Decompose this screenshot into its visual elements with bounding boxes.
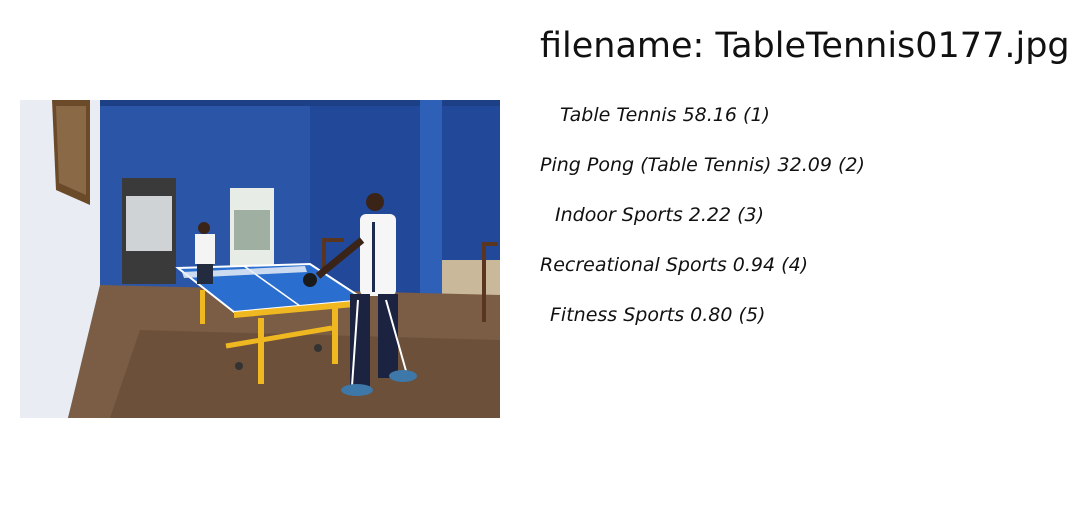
prediction-item [560, 103, 770, 127]
prediction-score: 2.22 [688, 204, 732, 226]
prediction-label: Fitness Sports [550, 304, 691, 326]
filename-title: filename: TableTennis0177.jpg [540, 26, 1070, 66]
prediction-item [540, 153, 865, 177]
prediction-score: 0.94 [732, 254, 776, 276]
prediction-rank: (2) [837, 154, 865, 176]
prediction-rank: (1) [743, 104, 770, 126]
prediction-item [550, 303, 765, 327]
prediction-rank: (4) [781, 254, 809, 276]
prediction-score: 32.09 [777, 154, 832, 176]
prediction-label: Indoor Sports [555, 204, 689, 226]
prediction-rank: (5) [738, 304, 766, 326]
prediction-rank: (3) [737, 204, 765, 226]
prediction-item [540, 253, 808, 277]
prediction-score: 0.80 [690, 304, 733, 326]
prediction-label: Recreational Sports [540, 254, 733, 276]
prediction-score: 58.16 [682, 104, 737, 126]
prediction-item [555, 203, 764, 227]
table-tennis-photo [20, 100, 500, 418]
prediction-label: Table Tennis [560, 104, 677, 126]
prediction-label: Ping Pong (Table Tennis) [540, 154, 772, 176]
